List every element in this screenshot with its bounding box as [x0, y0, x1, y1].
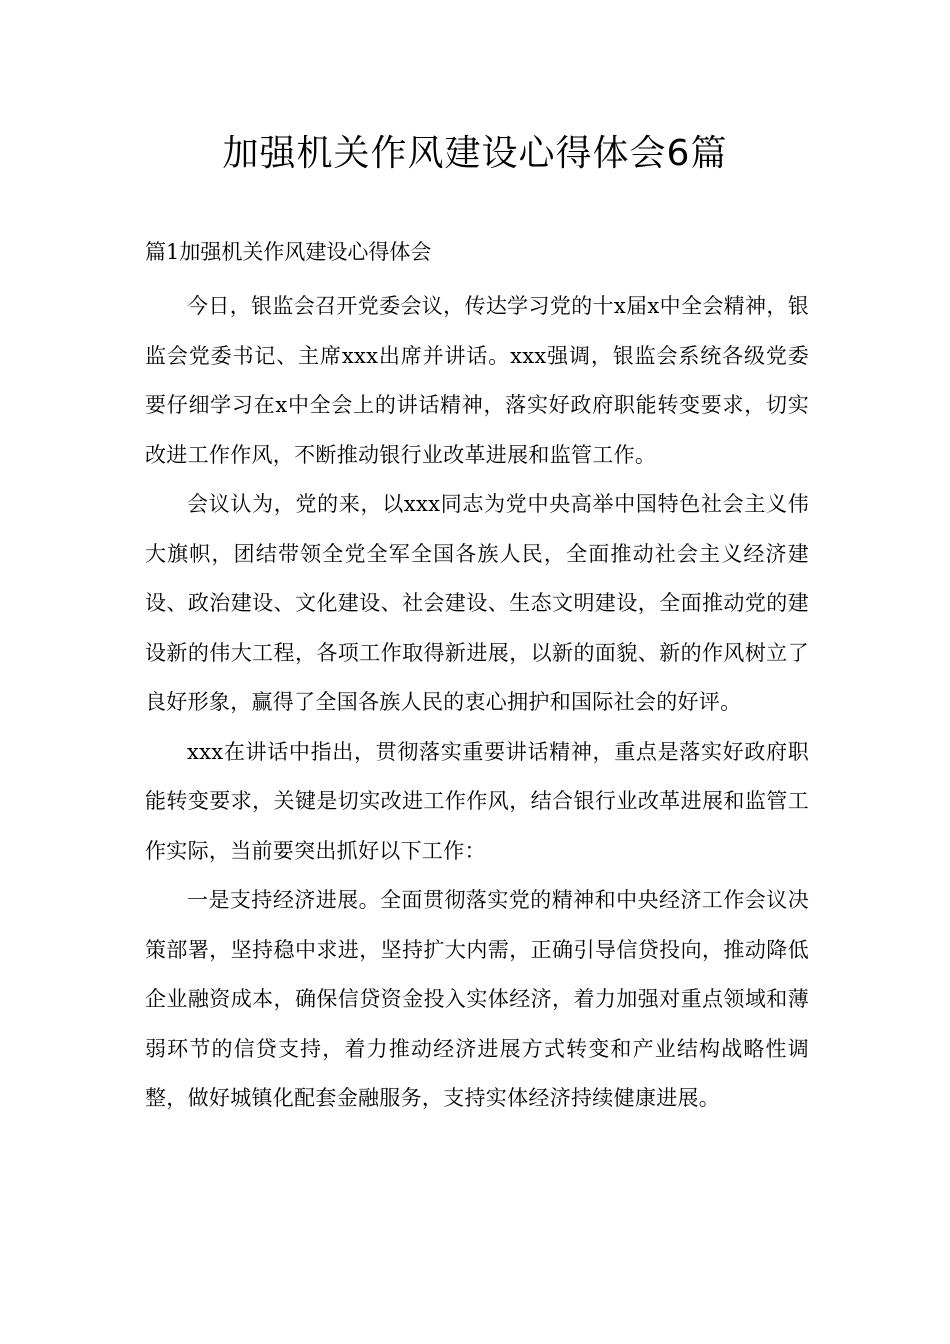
paragraph-4: 一是支持经济进展。全面贯彻落实党的精神和中央经济工作会议决策部署，坚持稳中求进，坚持扩大内需，正确引导信贷投向，推动降低企业融资成本，确保信贷资金投入实体经济，着力加强对重点领域和薄弱环节的信贷支持，着力推动经济进展方式转变和产业结构战略性调整，做好城镇化配套金融服务，支持实体经济持续健康进展。 — [145, 888, 809, 1110]
paragraph-2: 会议认为，党的来，以xxx同志为党中央高举中国特色社会主义伟大旗帜，团结带领全党全军全国各族人民，全面推动社会主义经济建设、政治建设、文化建设、社会建设、生态文明建设，全面推动党的建设新的伟大工程，各项工作取得新进展，以新的面貌、新的作风树立了良好形象，赢得了全国各族人民的衷心拥护和国际社会的好评。 — [145, 492, 809, 714]
document-title: 加强机关作风建设心得体会6篇 — [222, 133, 728, 174]
paragraph-1: 今日，银监会召开党委会议，传达学习党的十x届x中全会精神，银监会党委书记、主席xxx出席并讲话。xxx强调，银监会系统各级党委要仔细学习在x中全会上的讲话精神，落实好政府职能转变要求，切实改进工作作风，不断推动银行业改革进展和监管工作。 — [145, 294, 809, 467]
document-body — [145, 282, 809, 1124]
section-heading: 篇1加强机关作风建设心得体会 — [145, 240, 432, 264]
paragraph-3: xxx在讲话中指出，贯彻落实重要讲话精神，重点是落实好政府职能转变要求，关键是切实改进工作作风，结合银行业改革进展和监管工作实际，当前要突出抓好以下工作： — [145, 739, 809, 863]
